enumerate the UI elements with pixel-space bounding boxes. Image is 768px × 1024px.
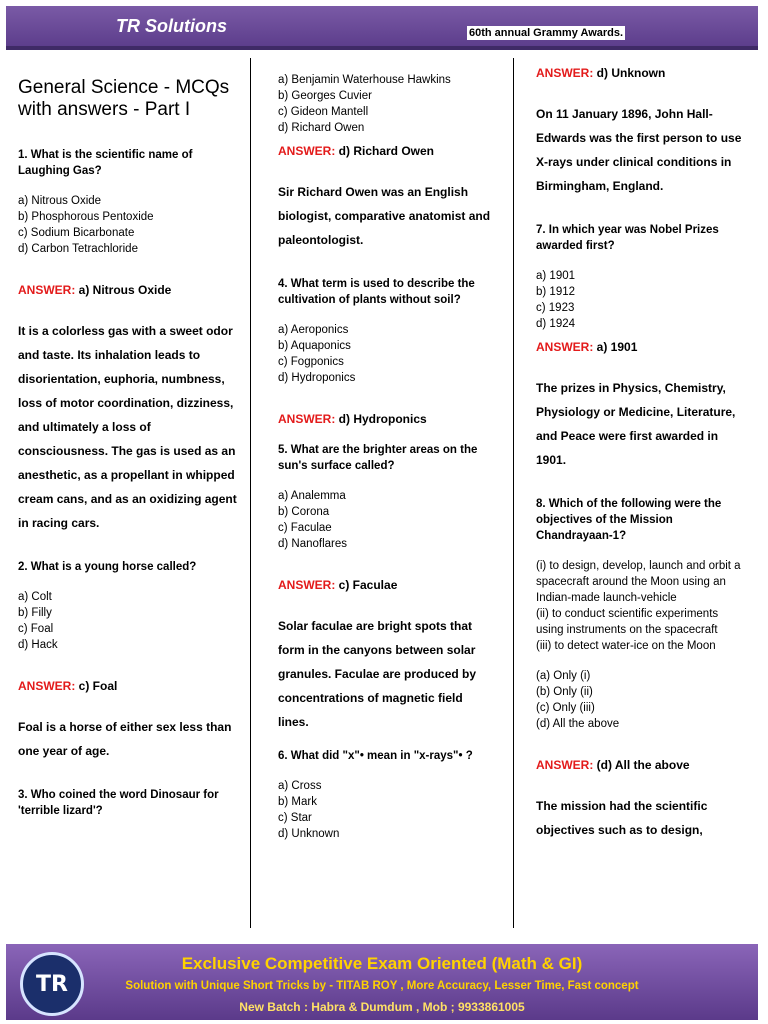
option: d) Hack bbox=[18, 639, 58, 651]
answer-text: a) 1901 bbox=[596, 340, 638, 354]
option: c) Star bbox=[278, 812, 312, 824]
explanation-2: Foal is a horse of either sex less than one year of age. bbox=[18, 720, 232, 758]
footer-contact: New Batch : Habra & Dumdum , Mob ; 9933861005 bbox=[239, 1000, 525, 1014]
question-4: 4. What term is used to describe the cultivation of plants without soil? bbox=[278, 278, 475, 306]
column-divider-2 bbox=[513, 58, 514, 928]
question-5: 5. What are the brighter areas on the sun's surface called? bbox=[278, 444, 478, 472]
option: d) Unknown bbox=[278, 828, 340, 840]
option: (b) Only (ii) bbox=[536, 686, 593, 698]
explanation-1: It is a colorless gas with a sweet odor and taste. Its inhalation leads to disorientation, euphoria, numbness, loss of motor coordination, dizziness, and ultimately a loss of consciousness. The gas is used as an anesthetic, as a propellant in whipped cream cans, and as an oxidizing agent in racing cars. bbox=[18, 324, 237, 530]
option: c) Foal bbox=[18, 623, 54, 635]
objective-item: (i) to design, develop, launch and orbit a spacecraft around the Moon using an Indian-made launch-vehicle bbox=[536, 560, 741, 604]
answer-label: ANSWER: bbox=[18, 283, 76, 297]
page-title: General Science - MCQs with answers - Part I bbox=[18, 77, 230, 120]
answer-8 bbox=[536, 758, 748, 772]
objective-item: (ii) to conduct scientific experiments using instruments on the spacecraft bbox=[536, 608, 719, 636]
explanation-5: Solar faculae are bright spots that form in the canyons between solar granules. Faculae are produced by concentrations of magnetic field lines. bbox=[278, 619, 477, 729]
answer-label: ANSWER: bbox=[278, 412, 336, 426]
option: c) 1923 bbox=[536, 302, 575, 314]
header-banner bbox=[6, 6, 758, 50]
answer-label: ANSWER: bbox=[278, 578, 336, 592]
option: b) Aquaponics bbox=[278, 340, 351, 352]
footer-banner bbox=[6, 944, 758, 1020]
option: b) 1912 bbox=[536, 286, 576, 298]
option: b) Mark bbox=[278, 796, 317, 808]
answer-text: d) Richard Owen bbox=[338, 144, 435, 158]
answer-text: c) Foal bbox=[78, 679, 118, 693]
answer-text: a) Nitrous Oxide bbox=[78, 283, 172, 297]
option: (a) Only (i) bbox=[536, 670, 591, 682]
explanation-6: On 11 January 1896, John Hall-Edwards was the first person to use X-rays under clinical conditions in Birmingham, England. bbox=[536, 107, 742, 193]
option: a) Benjamin Waterhouse Hawkins bbox=[278, 74, 451, 86]
column-2 bbox=[278, 72, 493, 842]
option: (c) Only (iii) bbox=[536, 702, 595, 714]
answer-label: ANSWER: bbox=[536, 758, 594, 772]
option: a) Colt bbox=[18, 591, 52, 603]
question-8: 8. Which of the following were the objectives of the Mission Chandrayaan-1? bbox=[536, 498, 722, 542]
option: c) Gideon Mantell bbox=[278, 106, 369, 118]
option: b) Filly bbox=[18, 607, 52, 619]
header-notice: 60th annual Grammy Awards. bbox=[469, 27, 624, 39]
column-3 bbox=[536, 66, 748, 842]
option: a) Aeroponics bbox=[278, 324, 349, 336]
answer-7 bbox=[536, 340, 748, 354]
answer-1 bbox=[18, 283, 240, 297]
answer-4 bbox=[278, 412, 493, 426]
option: a) Cross bbox=[278, 780, 322, 792]
answer-text: (d) All the above bbox=[596, 758, 690, 772]
question-1: 1. What is the scientific name of Laughing Gas? bbox=[18, 149, 193, 177]
option: c) Fogponics bbox=[278, 356, 344, 368]
option: a) Analemma bbox=[278, 490, 346, 502]
option: d) 1924 bbox=[536, 318, 576, 330]
answer-3 bbox=[278, 144, 493, 158]
option: d) Nanoflares bbox=[278, 538, 348, 550]
option: a) Nitrous Oxide bbox=[18, 195, 102, 207]
answer-text: d) Hydroponics bbox=[338, 412, 427, 426]
option: d) Carbon Tetrachloride bbox=[18, 243, 138, 255]
answer-label: ANSWER: bbox=[18, 679, 76, 693]
option: b) Georges Cuvier bbox=[278, 90, 372, 102]
option: c) Sodium Bicarbonate bbox=[18, 227, 135, 239]
answer-5 bbox=[278, 578, 493, 592]
objective-item: (iii) to detect water-ice on the Moon bbox=[536, 640, 716, 652]
brand-title: TR Solutions bbox=[116, 16, 227, 36]
footer-tagline: Solution with Unique Short Tricks by - TITAB ROY , More Accuracy, Lesser Time, Fast concept bbox=[125, 980, 639, 992]
option: d) Hydroponics bbox=[278, 372, 356, 384]
option: c) Faculae bbox=[278, 522, 332, 534]
column-divider-1 bbox=[250, 58, 251, 928]
option: d) Richard Owen bbox=[278, 122, 365, 134]
option: (d) All the above bbox=[536, 718, 620, 730]
footer-headline: Exclusive Competitive Exam Oriented (Math & GI) bbox=[181, 954, 583, 973]
option: b) Corona bbox=[278, 506, 330, 518]
explanation-3: Sir Richard Owen was an English biologist, comparative anatomist and paleontologist. bbox=[278, 185, 491, 247]
answer-6 bbox=[536, 66, 748, 80]
answer-label: ANSWER: bbox=[536, 340, 594, 354]
option: a) 1901 bbox=[536, 270, 576, 282]
answer-2 bbox=[18, 679, 240, 693]
question-3: 3. Who coined the word Dinosaur for 'terrible lizard'? bbox=[18, 789, 219, 817]
answer-text: c) Faculae bbox=[338, 578, 398, 592]
answer-label: ANSWER: bbox=[278, 144, 336, 158]
column-1 bbox=[18, 77, 240, 819]
explanation-7: The prizes in Physics, Chemistry, Physiology or Medicine, Literature, and Peace were first awarded in 1901. bbox=[536, 381, 736, 467]
tr-logo-icon: TR bbox=[20, 952, 84, 1016]
answer-label: ANSWER: bbox=[536, 66, 594, 80]
question-7: 7. In which year was Nobel Prizes awarded first? bbox=[536, 224, 719, 252]
explanation-8: The mission had the scientific objectives such as to design, bbox=[536, 799, 708, 837]
answer-text: d) Unknown bbox=[596, 66, 666, 80]
question-6: 6. What did "x"• mean in "x-rays"• ? bbox=[278, 750, 473, 762]
question-2: 2. What is a young horse called? bbox=[18, 561, 197, 573]
option: b) Phosphorous Pentoxide bbox=[18, 211, 154, 223]
